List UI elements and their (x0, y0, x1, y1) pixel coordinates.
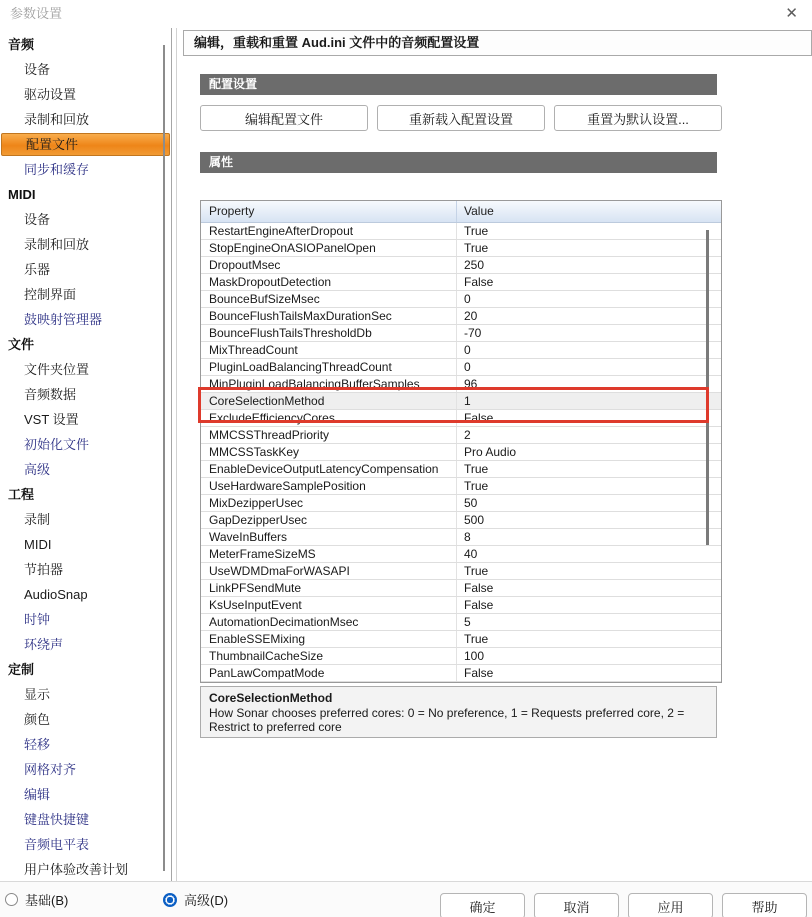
cell-property: PluginLoadBalancingThreadCount (201, 359, 457, 375)
table-row[interactable] (201, 563, 721, 580)
sidebar-item[interactable]: 驱动设置 (24, 87, 77, 102)
sidebar-item[interactable]: 编辑 (24, 787, 51, 802)
sidebar-group-header: 定制 (8, 662, 35, 677)
cell-property: RestartEngineAfterDropout (201, 223, 457, 239)
cell-property: KsUseInputEvent (201, 597, 457, 613)
sidebar-item[interactable]: 乐器 (24, 262, 51, 277)
table-body (201, 223, 721, 682)
cancel-button[interactable]: 取消 (534, 893, 619, 917)
cell-property: WaveInBuffers (201, 529, 457, 545)
cell-value: 0 (464, 360, 471, 374)
table-row[interactable] (201, 427, 721, 444)
cell-value: True (464, 462, 489, 476)
sidebar-item[interactable]: 录制 (24, 512, 51, 527)
cell-property: BounceFlushTailsThresholdDb (201, 325, 457, 341)
cell-value: -70 (464, 326, 482, 340)
cell-value: 20 (464, 309, 478, 323)
sidebar-item[interactable]: 键盘快捷键 (24, 812, 90, 827)
cell-property: UseHardwareSamplePosition (201, 478, 457, 494)
cell-property: AutomationDecimationMsec (201, 614, 457, 630)
sidebar-item[interactable]: 音频数据 (24, 387, 77, 402)
table-row[interactable] (201, 631, 721, 648)
section-header-properties: 属性 (200, 152, 717, 173)
section-header-config-settings: 配置设置 (200, 74, 717, 95)
cell-property: GapDezipperUsec (201, 512, 457, 528)
apply-button[interactable]: 应用 (628, 893, 713, 917)
sidebar-item[interactable]: 高级 (24, 462, 51, 477)
table-row[interactable] (201, 444, 721, 461)
cell-property: StopEngineOnASIOPanelOpen (201, 240, 457, 256)
reset-defaults-button[interactable]: 重置为默认设置... (554, 105, 722, 131)
table-row[interactable] (201, 393, 721, 410)
cell-value: True (464, 241, 489, 255)
sidebar-item[interactable]: MIDI (24, 537, 52, 552)
cell-value: True (464, 479, 489, 493)
sidebar-item[interactable]: 配置文件 (1, 133, 170, 156)
cell-value: 8 (464, 530, 471, 544)
cell-property: MixThreadCount (201, 342, 457, 358)
cell-property: ExcludeEfficiencyCores (201, 410, 457, 426)
cell-property: CoreSelectionMethod (201, 393, 457, 409)
sidebar-divider (171, 28, 172, 881)
cell-value: 1 (464, 394, 471, 408)
column-header-property[interactable]: Property (201, 201, 457, 222)
sidebar-item[interactable]: 环绕声 (24, 637, 64, 652)
cell-property: EnableDeviceOutputLatencyCompensation (201, 461, 457, 477)
column-header-value[interactable]: Value (464, 204, 494, 218)
cell-property: MinPluginLoadBalancingBufferSamples (201, 376, 457, 392)
sidebar-item[interactable]: 颜色 (24, 712, 51, 727)
sidebar-group-header: 音频 (8, 37, 35, 52)
table-row[interactable] (201, 274, 721, 291)
radio-advanced-label: 高级(D) (184, 893, 229, 908)
sidebar-item[interactable]: 控制界面 (24, 287, 77, 302)
radio-advanced[interactable] (163, 882, 228, 917)
description-text: How Sonar chooses preferred cores: 0 = No preference, 1 = Requests preferred core, 2 = Restrict to preferred core (209, 706, 685, 734)
table-row[interactable] (201, 257, 721, 274)
cell-property: MaskDropoutDetection (201, 274, 457, 290)
cell-value: True (464, 632, 489, 646)
cell-property: BounceFlushTailsMaxDurationSec (201, 308, 457, 324)
sidebar-item[interactable]: 显示 (24, 687, 51, 702)
cell-property: EnableSSEMixing (201, 631, 457, 647)
sidebar-group-header: 文件 (8, 337, 35, 352)
cell-value: 5 (464, 615, 471, 629)
table-row[interactable] (201, 376, 721, 393)
cell-property: PanLawCompatMode (201, 665, 457, 681)
cell-value: False (464, 411, 494, 425)
cell-property: DropoutMsec (201, 257, 457, 273)
table-row[interactable] (201, 308, 721, 325)
cell-value: True (464, 564, 489, 578)
cell-property: MMCSSThreadPriority (201, 427, 457, 443)
sidebar-item[interactable]: 录制和回放 (24, 237, 90, 252)
sidebar-item[interactable]: 时钟 (24, 612, 51, 627)
table-row[interactable] (201, 597, 721, 614)
sidebar-scrollbar[interactable] (163, 45, 165, 871)
cell-property: LinkPFSendMute (201, 580, 457, 596)
cell-value: 500 (464, 513, 485, 527)
table-row[interactable] (201, 359, 721, 376)
table-row[interactable] (201, 240, 721, 257)
help-button[interactable]: 帮助 (722, 893, 807, 917)
sidebar-item[interactable]: 音频电平表 (24, 837, 90, 852)
properties-table (200, 200, 722, 683)
table-row[interactable] (201, 665, 721, 682)
sidebar-item[interactable]: VST 设置 (24, 412, 79, 427)
cell-property: UseWDMDmaForWASAPI (201, 563, 457, 579)
radio-basic-label: 基础(B) (25, 893, 69, 908)
table-header-row (201, 201, 721, 223)
table-row[interactable] (201, 580, 721, 597)
cell-value: 96 (464, 377, 478, 391)
close-icon[interactable]: ✕ (785, 5, 798, 22)
description-panel (200, 686, 717, 738)
table-row[interactable] (201, 325, 721, 342)
table-row[interactable] (201, 461, 721, 478)
cell-value: False (464, 598, 494, 612)
table-scrollbar[interactable] (706, 230, 709, 545)
table-row[interactable] (201, 529, 721, 546)
cell-value: 0 (464, 292, 471, 306)
cell-value: 2 (464, 428, 471, 442)
sidebar-item[interactable]: 设备 (24, 62, 51, 77)
cell-value: 50 (464, 496, 478, 510)
sidebar-item[interactable]: 轻移 (24, 737, 51, 752)
cell-value: 100 (464, 649, 485, 663)
radio-advanced-circle-icon (163, 893, 177, 907)
sidebar-group-header: MIDI (8, 187, 36, 202)
cell-value: 250 (464, 258, 485, 272)
radio-basic[interactable] (5, 882, 68, 917)
ok-button[interactable]: 确定 (440, 893, 525, 917)
sidebar-group-header: 工程 (8, 487, 35, 502)
cell-value: False (464, 275, 494, 289)
titlebar (0, 0, 812, 28)
table-row[interactable] (201, 291, 721, 308)
cell-property: ThumbnailCacheSize (201, 648, 457, 664)
cell-property: MeterFrameSizeMS (201, 546, 457, 562)
page-title: 编辑，重载和重置 Aud.ini 文件中的音频配置设置 (183, 30, 812, 56)
cell-value: True (464, 224, 489, 238)
table-row[interactable] (201, 546, 721, 563)
sidebar-item[interactable]: 初始化文件 (24, 437, 90, 452)
sidebar-item[interactable]: 设备 (24, 212, 51, 227)
radio-basic-circle-icon (5, 893, 18, 906)
sidebar-item[interactable]: 文件夹位置 (24, 362, 90, 377)
reload-config-button[interactable]: 重新载入配置设置 (377, 105, 545, 131)
cell-value: 0 (464, 343, 471, 357)
sidebar-item[interactable]: 同步和缓存 (24, 162, 90, 177)
cell-value: Pro Audio (464, 445, 517, 459)
cell-property: MMCSSTaskKey (201, 444, 457, 460)
cell-value: False (464, 666, 494, 680)
sidebar-item[interactable]: AudioSnap (24, 587, 88, 602)
table-row[interactable] (201, 342, 721, 359)
table-row[interactable] (201, 410, 721, 427)
table-row[interactable] (201, 478, 721, 495)
window-title: 参数设置 (10, 6, 63, 21)
sidebar-item[interactable]: 用户体验改善计划 (24, 862, 129, 877)
table-row[interactable] (201, 648, 721, 665)
sidebar-item[interactable]: 录制和回放 (24, 112, 90, 127)
table-row[interactable] (201, 223, 721, 240)
cell-property: BounceBufSizeMsec (201, 291, 457, 307)
table-row[interactable] (201, 495, 721, 512)
edit-config-file-button[interactable]: 编辑配置文件 (200, 105, 368, 131)
table-row[interactable] (201, 614, 721, 631)
sidebar-item[interactable]: 鼓映射管理器 (24, 312, 103, 327)
footer-bar (0, 882, 812, 917)
cell-value: 40 (464, 547, 478, 561)
description-title: CoreSelectionMethod (209, 691, 333, 705)
sidebar-item[interactable]: 节拍器 (24, 562, 64, 577)
table-row[interactable] (201, 512, 721, 529)
sidebar-item[interactable]: 网格对齐 (24, 762, 77, 777)
sidebar (0, 30, 172, 882)
sidebar-divider-inner (176, 28, 177, 881)
cell-property: MixDezipperUsec (201, 495, 457, 511)
cell-value: False (464, 581, 494, 595)
